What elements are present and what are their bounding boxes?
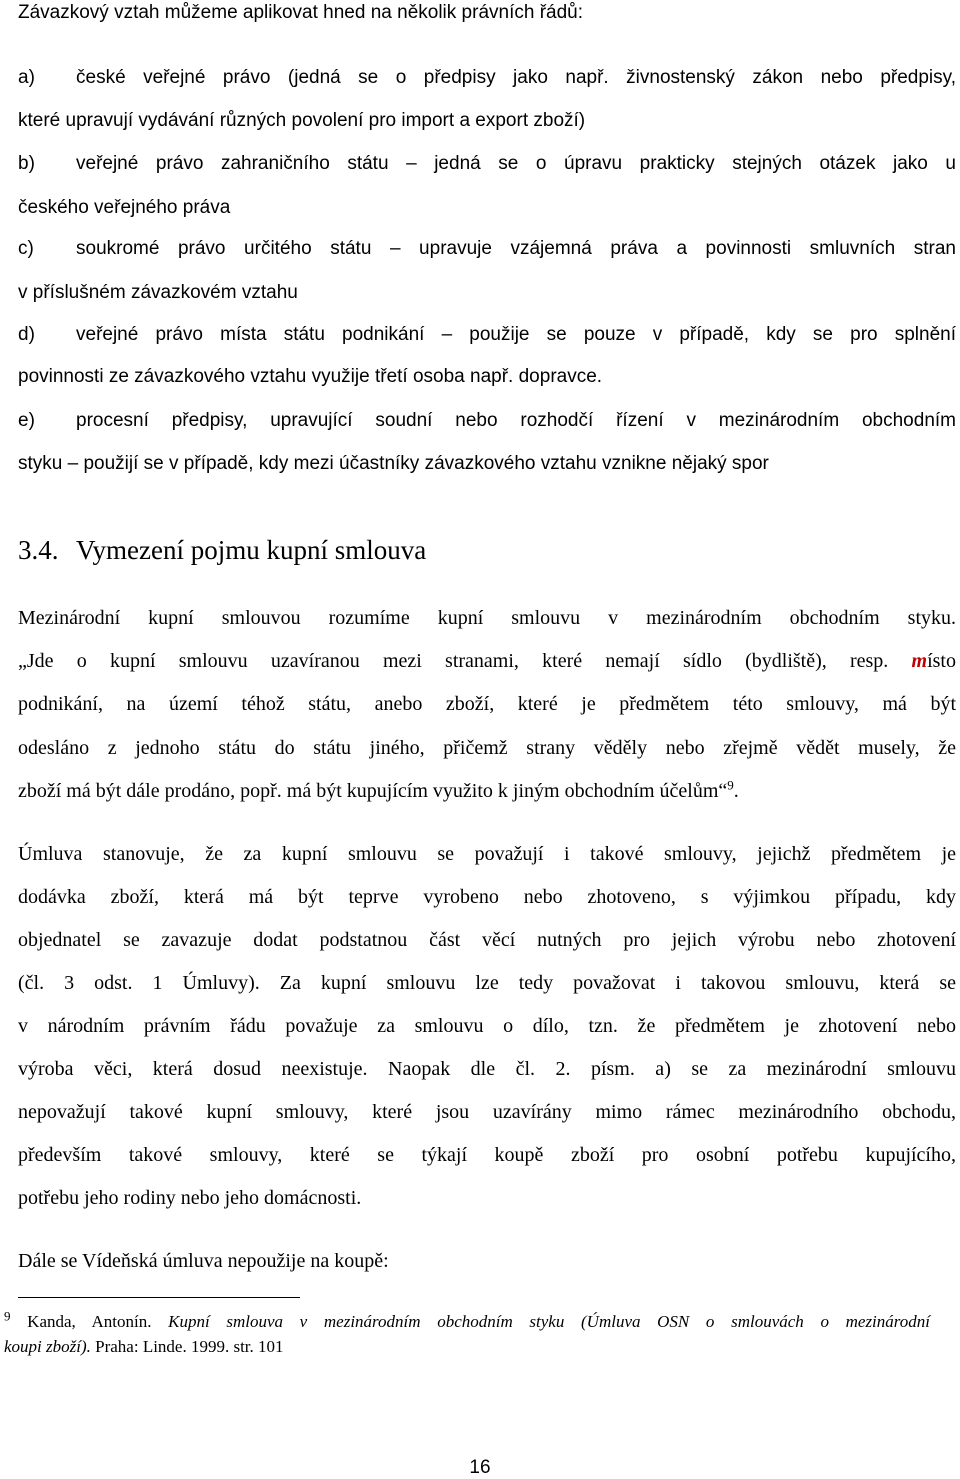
footnote-line [4,1308,930,1332]
list-item-b-cont: českého veřejného práva [18,197,231,218]
list-item-text: veřejné právo místa státu podnikání – použije se pouze v případě, kdy se pro splnění [76,324,956,345]
section-number: 3.4. [18,535,59,565]
intro-line: Závazkový vztah můžeme aplikovat hned na několik právních řádů: [18,2,584,23]
list-marker: e) [18,410,35,431]
footnote-reference: 9 [727,777,734,793]
para1-last-line [18,777,739,803]
list-item-text: veřejné právo zahraničního státu – jedná se o úpravu prakticky stejných otázek jako u [76,153,956,174]
footnote-publisher: Praha: Linde. 1999. str. 101 [90,1337,284,1356]
footnote-author: Kanda, Antonín. [10,1312,169,1331]
quote-text: ísto [927,650,956,672]
list-item-a [18,67,956,89]
section-heading [18,535,426,566]
page-number: 16 [469,1457,491,1478]
footnote-title: koupi zboží). [4,1337,91,1356]
para1-line: odesláno z jednoho státu do státu jiného, přičemž strany věděly nebo zřejmě vědět musely, že [18,737,956,759]
highlighted-letter: m [911,650,928,672]
list-item-b [18,153,956,175]
list-item-e [18,410,956,432]
para1-line: podnikání, na území téhož státu, anebo zboží, které je předmětem této smlouvy, má být [18,693,956,715]
list-marker: c) [18,238,34,259]
para2-line: dodávka zboží, která má být teprve vyrobeno nebo zhotoveno, s výjimkou případu, kdy [18,886,956,908]
footnote-title: Kupní smlouva v mezinárodním obchodním styku (Úmluva OSN o smlouvách o mezinárodní [168,1312,930,1331]
list-item-c-cont: v příslušném závazkovém vztahu [18,282,298,303]
list-item-c [18,238,956,260]
para2-line: nepovažují takové kupní smlouvy, které jsou uzavírány mimo rámec mezinárodního obchodu, [18,1101,956,1123]
para2-last-line: potřebu jeho rodiny nebo jeho domácnosti. [18,1187,362,1209]
list-item-d-cont: povinnosti ze závazkového vztahu využije třetí osoba např. dopravce. [18,366,603,387]
para2-line: objednatel se zavazuje dodat podstatnou část věcí nutných pro jejich výrobu nebo zhotovení [18,929,956,951]
list-item-text: soukromé právo určitého státu – upravuje vzájemná práva a povinnosti smluvních stran [76,238,956,259]
para2-line: v národním právním řádu považuje za smlouvu o dílo, tzn. že předmětem je zhotovení nebo [18,1015,956,1037]
quote-end: . [733,780,739,802]
list-marker: d) [18,324,35,345]
para2-line: výroba věci, která dosud neexistuje. Naopak dle čl. 2. písm. a) se za mezinárodní smlouvu [18,1058,956,1080]
section-title: Vymezení pojmu kupní smlouva [76,535,427,565]
para1-quote-line [18,650,956,673]
list-marker: b) [18,153,35,174]
para2-line: především takové smlouvy, které se týkají koupě zboží pro osobní potřebu kupujícího, [18,1144,956,1166]
list-item-e-cont: styku – použijí se v případě, kdy mezi účastníky závazkového vztahu vznikne nějaký spor [18,453,769,474]
footnote-line-2 [4,1337,284,1357]
list-item-text: české veřejné právo (jedná se o předpisy jako např. živnostenský zákon nebo předpisy, [76,67,956,88]
list-item-text: procesní předpisy, upravující soudní nebo rozhodčí řízení v mezinárodním obchodním [76,410,956,431]
quote-text: zboží má být dále prodáno, popř. má být kupujícím využito k jiným obchodním účelům“ [18,780,728,802]
list-item-d [18,324,956,346]
list-item-a-cont: které upravují vydávání různých povolení pro import a export zboží) [18,110,586,131]
quote-text: „Jde o kupní smlouvu uzavíranou mezi stranami, které nemají sídlo (bydliště), resp. [18,650,912,672]
para2-line: (čl. 3 odst. 1 Úmluvy). Za kupní smlouvu lze tedy považovat i takovou smlouvu, která se [18,972,956,994]
para2-line: Úmluva stanovuje, že za kupní smlouvu se považují i takové smlouvy, jejichž předmětem je [18,843,956,865]
para3-line: Dále se Vídeňská úmluva nepoužije na koupě: [18,1250,389,1272]
footnote-separator [18,1297,300,1298]
list-marker: a) [18,67,35,88]
para1-line: Mezinárodní kupní smlouvou rozumíme kupní smlouvu v mezinárodním obchodním styku. [18,607,956,629]
footnote-mark: 9 [4,1308,11,1324]
